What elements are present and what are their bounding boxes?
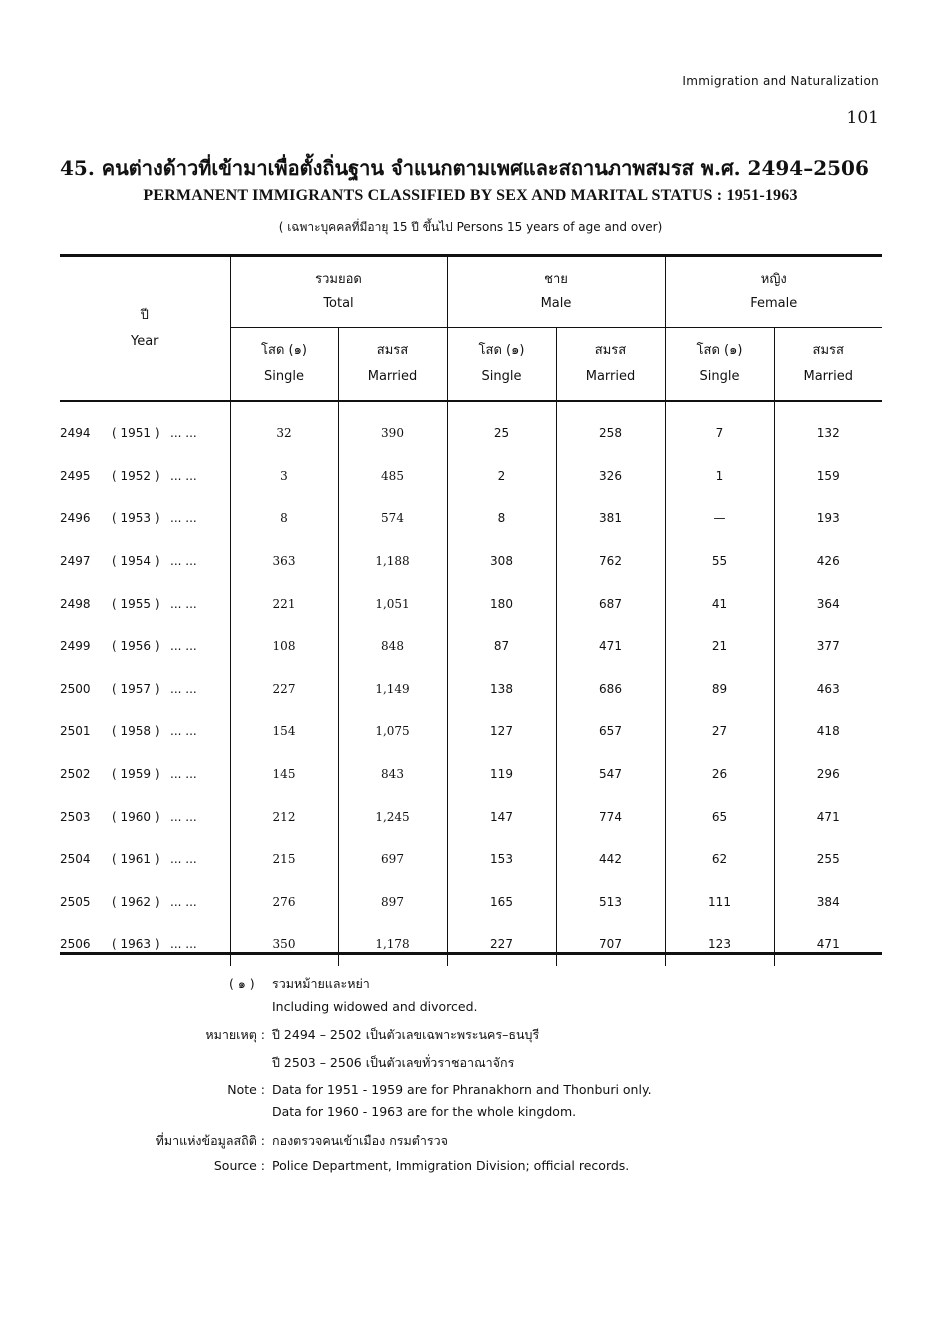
year-cell <box>60 923 230 966</box>
cell-male-married: 513 <box>556 881 665 924</box>
cell-male-single: 25 <box>447 401 556 455</box>
table-row <box>60 923 882 966</box>
subheader-label-english: Single <box>264 369 304 384</box>
cell-female-married: 296 <box>774 753 882 796</box>
cell-male-single: 147 <box>447 795 556 838</box>
running-header: Immigration and Naturalization <box>682 74 879 88</box>
subheader-label-thai: โสด (๑) <box>261 343 307 358</box>
year-cell <box>60 753 230 796</box>
year-cell <box>60 710 230 753</box>
group-female-thai: หญิง <box>760 272 787 287</box>
subheader-total-married <box>338 328 447 402</box>
cell-female-single: 1 <box>665 455 774 498</box>
cell-male-single: 127 <box>447 710 556 753</box>
year-buddhist-era: 2500 <box>60 681 91 696</box>
source-label: Source : <box>213 1158 265 1173</box>
subheader-male-single <box>447 328 556 402</box>
year-buddhist-era: 2503 <box>60 809 91 824</box>
year-buddhist-era: 2506 <box>60 937 91 952</box>
note-line-1: Data for 1951 - 1959 are for Phranakhorn and Thonburi only. <box>272 1082 652 1097</box>
cell-total-married: 848 <box>338 625 447 668</box>
year-buddhist-era: 2497 <box>60 554 91 569</box>
cell-male-single: 87 <box>447 625 556 668</box>
cell-total-single: 221 <box>230 582 338 625</box>
group-total-english: Total <box>323 296 354 311</box>
year-buddhist-era: 2499 <box>60 639 91 654</box>
group-header-female <box>665 256 882 328</box>
cell-male-single: 153 <box>447 838 556 881</box>
subheader-female-single <box>665 328 774 402</box>
year-common-era: ( 1963 ) <box>112 937 160 952</box>
cell-total-single: 215 <box>230 838 338 881</box>
group-male-thai: ชาย <box>544 272 568 287</box>
leader-dots: ... ... <box>170 681 197 696</box>
subheader-label-thai: สมรส <box>376 343 409 358</box>
leader-dots: ... ... <box>170 852 197 867</box>
subheader-label-thai: โสด (๑) <box>478 343 525 358</box>
cell-female-single: 21 <box>665 625 774 668</box>
cell-male-single: 308 <box>447 540 556 583</box>
cell-total-married: 1,149 <box>338 668 447 711</box>
leader-dots: ... ... <box>170 468 197 483</box>
year-header-english: Year <box>130 333 159 349</box>
table-row <box>60 881 882 924</box>
cell-male-married: 326 <box>556 455 665 498</box>
cell-total-single: 363 <box>230 540 338 583</box>
cell-male-single: 119 <box>447 753 556 796</box>
table-row <box>60 540 882 583</box>
year-cell <box>60 401 230 455</box>
year-column-header <box>60 256 230 402</box>
year-cell <box>60 540 230 583</box>
subheader-label-thai: โสด (๑) <box>696 343 743 358</box>
year-buddhist-era: 2498 <box>60 596 91 611</box>
cell-male-married: 442 <box>556 838 665 881</box>
cell-male-single: 8 <box>447 497 556 540</box>
cell-female-single: 65 <box>665 795 774 838</box>
cell-total-single: 8 <box>230 497 338 540</box>
cell-female-single: 27 <box>665 710 774 753</box>
footnote-thai: รวมหม้ายและหย่า <box>272 976 370 991</box>
year-buddhist-era: 2495 <box>60 468 91 483</box>
table-header <box>60 256 882 402</box>
cell-female-married: 384 <box>774 881 882 924</box>
year-cell <box>60 455 230 498</box>
cell-male-single: 227 <box>447 923 556 966</box>
year-cell <box>60 881 230 924</box>
leader-dots: ... ... <box>170 809 197 824</box>
cell-total-single: 154 <box>230 710 338 753</box>
cell-male-married: 547 <box>556 753 665 796</box>
year-common-era: ( 1959 ) <box>112 767 160 782</box>
cell-total-married: 697 <box>338 838 447 881</box>
year-common-era: ( 1958 ) <box>112 724 160 739</box>
cell-total-married: 1,245 <box>338 795 447 838</box>
year-buddhist-era: 2504 <box>60 852 91 867</box>
cell-female-single: 55 <box>665 540 774 583</box>
table-row <box>60 838 882 881</box>
cell-male-married: 687 <box>556 582 665 625</box>
year-common-era: ( 1961 ) <box>112 852 160 867</box>
cell-male-single: 180 <box>447 582 556 625</box>
year-common-era: ( 1960 ) <box>112 809 160 824</box>
table-row <box>60 582 882 625</box>
cell-female-married: 463 <box>774 668 882 711</box>
cell-male-single: 138 <box>447 668 556 711</box>
year-cell <box>60 582 230 625</box>
table-row <box>60 710 882 753</box>
cell-male-married: 471 <box>556 625 665 668</box>
subheader-label-english: Married <box>585 369 636 384</box>
table-row <box>60 668 882 711</box>
subheader-total-single <box>230 328 338 402</box>
table-title-thai: 45. คนต่างด้าวที่เข้ามาเพื่อตั้งถิ่นฐาน จำแนกตามเพศและสถานภาพสมรส พ.ศ. 2494–2506 <box>60 156 869 180</box>
cell-total-married: 574 <box>338 497 447 540</box>
remark-label-thai: หมายเหตุ : <box>205 1027 265 1042</box>
year-common-era: ( 1955 ) <box>112 596 160 611</box>
cell-male-married: 762 <box>556 540 665 583</box>
year-cell <box>60 795 230 838</box>
leader-dots: ... ... <box>170 894 197 909</box>
cell-total-married: 897 <box>338 881 447 924</box>
leader-dots: ... ... <box>170 426 197 441</box>
cell-total-married: 843 <box>338 753 447 796</box>
cell-male-single: 2 <box>447 455 556 498</box>
cell-total-married: 1,178 <box>338 923 447 966</box>
subheader-label-english: Married <box>803 369 853 384</box>
year-buddhist-era: 2494 <box>60 426 91 441</box>
note-label: Note : <box>227 1082 265 1097</box>
footnote-marker: ( ๑ ) <box>229 976 255 991</box>
year-cell <box>60 497 230 540</box>
immigrants-table <box>60 254 882 966</box>
leader-dots: ... ... <box>170 767 197 782</box>
cell-male-married: 381 <box>556 497 665 540</box>
subheader-male-married <box>556 328 665 402</box>
year-common-era: ( 1954 ) <box>112 554 160 569</box>
table-row <box>60 401 882 455</box>
page-number: 101 <box>846 108 879 128</box>
group-male-english: Male <box>540 296 572 311</box>
source-english: Police Department, Immigration Division; official records. <box>272 1158 630 1173</box>
cell-male-married: 686 <box>556 668 665 711</box>
table-body <box>60 401 882 966</box>
remark-thai-1: ปี 2494 – 2502 เป็นตัวเลขเฉพาะพระนคร–ธนบุรี <box>272 1027 540 1042</box>
footnote-english: Including widowed and divorced. <box>272 999 478 1014</box>
year-common-era: ( 1953 ) <box>112 511 160 526</box>
cell-female-single: 123 <box>665 923 774 966</box>
year-buddhist-era: 2501 <box>60 724 91 739</box>
cell-total-single: 32 <box>230 401 338 455</box>
table-row <box>60 455 882 498</box>
group-header-total <box>230 256 447 328</box>
leader-dots: ... ... <box>170 511 197 526</box>
cell-female-married: 159 <box>774 455 882 498</box>
cell-male-single: 165 <box>447 881 556 924</box>
leader-dots: ... ... <box>170 596 197 611</box>
table-row <box>60 753 882 796</box>
subheader-female-married <box>774 328 882 402</box>
cell-total-married: 1,075 <box>338 710 447 753</box>
cell-male-married: 657 <box>556 710 665 753</box>
cell-total-married: 1,051 <box>338 582 447 625</box>
leader-dots: ... ... <box>170 554 197 569</box>
cell-female-married: 471 <box>774 795 882 838</box>
source-thai: กองตรวจคนเข้าเมือง กรมตำรวจ <box>272 1133 448 1148</box>
cell-total-married: 485 <box>338 455 447 498</box>
cell-female-married: 255 <box>774 838 882 881</box>
group-header-male <box>447 256 665 328</box>
year-cell <box>60 838 230 881</box>
cell-female-married: 193 <box>774 497 882 540</box>
table-title-english: PERMANENT IMMIGRANTS CLASSIFIED BY SEX AND MARITAL STATUS : 1951-1963 <box>143 187 798 204</box>
year-common-era: ( 1962 ) <box>112 894 160 909</box>
year-common-era: ( 1952 ) <box>112 468 160 483</box>
subheader-label-english: Married <box>367 369 418 384</box>
cell-female-married: 426 <box>774 540 882 583</box>
cell-total-married: 1,188 <box>338 540 447 583</box>
cell-female-married: 132 <box>774 401 882 455</box>
group-female-english: Female <box>750 296 798 311</box>
cell-total-single: 3 <box>230 455 338 498</box>
cell-male-married: 258 <box>556 401 665 455</box>
cell-female-single: 41 <box>665 582 774 625</box>
cell-female-married: 418 <box>774 710 882 753</box>
cell-male-married: 774 <box>556 795 665 838</box>
cell-total-single: 212 <box>230 795 338 838</box>
cell-total-single: 145 <box>230 753 338 796</box>
table-row <box>60 625 882 668</box>
cell-female-single: 26 <box>665 753 774 796</box>
subheader-label-thai: สมรส <box>594 343 627 358</box>
note-line-2: Data for 1960 - 1963 are for the whole kingdom. <box>272 1104 577 1119</box>
cell-total-single: 350 <box>230 923 338 966</box>
source-label-thai: ที่มาแห่งข้อมูลสถิติ : <box>155 1133 265 1148</box>
cell-female-single: 111 <box>665 881 774 924</box>
cell-female-married: 377 <box>774 625 882 668</box>
cell-total-single: 276 <box>230 881 338 924</box>
year-common-era: ( 1957 ) <box>112 681 160 696</box>
table-bottom-rule <box>60 952 882 955</box>
leader-dots: ... ... <box>170 724 197 739</box>
group-total-thai: รวมยอด <box>315 272 362 287</box>
table-subtitle: ( เฉพาะบุคคลที่มีอายุ 15 ปี ขึ้นไป Persons 15 years of age and over) <box>278 220 663 234</box>
cell-female-married: 471 <box>774 923 882 966</box>
year-buddhist-era: 2496 <box>60 511 91 526</box>
year-cell <box>60 668 230 711</box>
leader-dots: ... ... <box>170 639 197 654</box>
table-row <box>60 497 882 540</box>
table-row <box>60 795 882 838</box>
subheader-label-thai: สมรส <box>812 343 844 358</box>
year-common-era: ( 1951 ) <box>112 426 160 441</box>
remark-thai-2: ปี 2503 – 2506 เป็นตัวเลขทั่วราชอาณาจักร <box>272 1055 515 1070</box>
year-cell <box>60 625 230 668</box>
cell-female-single: 7 <box>665 401 774 455</box>
cell-total-married: 390 <box>338 401 447 455</box>
year-header-thai: ปี <box>140 307 149 323</box>
cell-female-single: 62 <box>665 838 774 881</box>
cell-female-single: 89 <box>665 668 774 711</box>
year-buddhist-era: 2505 <box>60 894 91 909</box>
cell-female-married: 364 <box>774 582 882 625</box>
cell-total-single: 108 <box>230 625 338 668</box>
leader-dots: ... ... <box>170 937 197 952</box>
year-buddhist-era: 2502 <box>60 767 91 782</box>
cell-female-single: — <box>665 497 774 540</box>
cell-total-single: 227 <box>230 668 338 711</box>
cell-male-married: 707 <box>556 923 665 966</box>
year-common-era: ( 1956 ) <box>112 639 160 654</box>
subheader-label-english: Single <box>699 369 740 384</box>
subheader-label-english: Single <box>481 369 522 384</box>
